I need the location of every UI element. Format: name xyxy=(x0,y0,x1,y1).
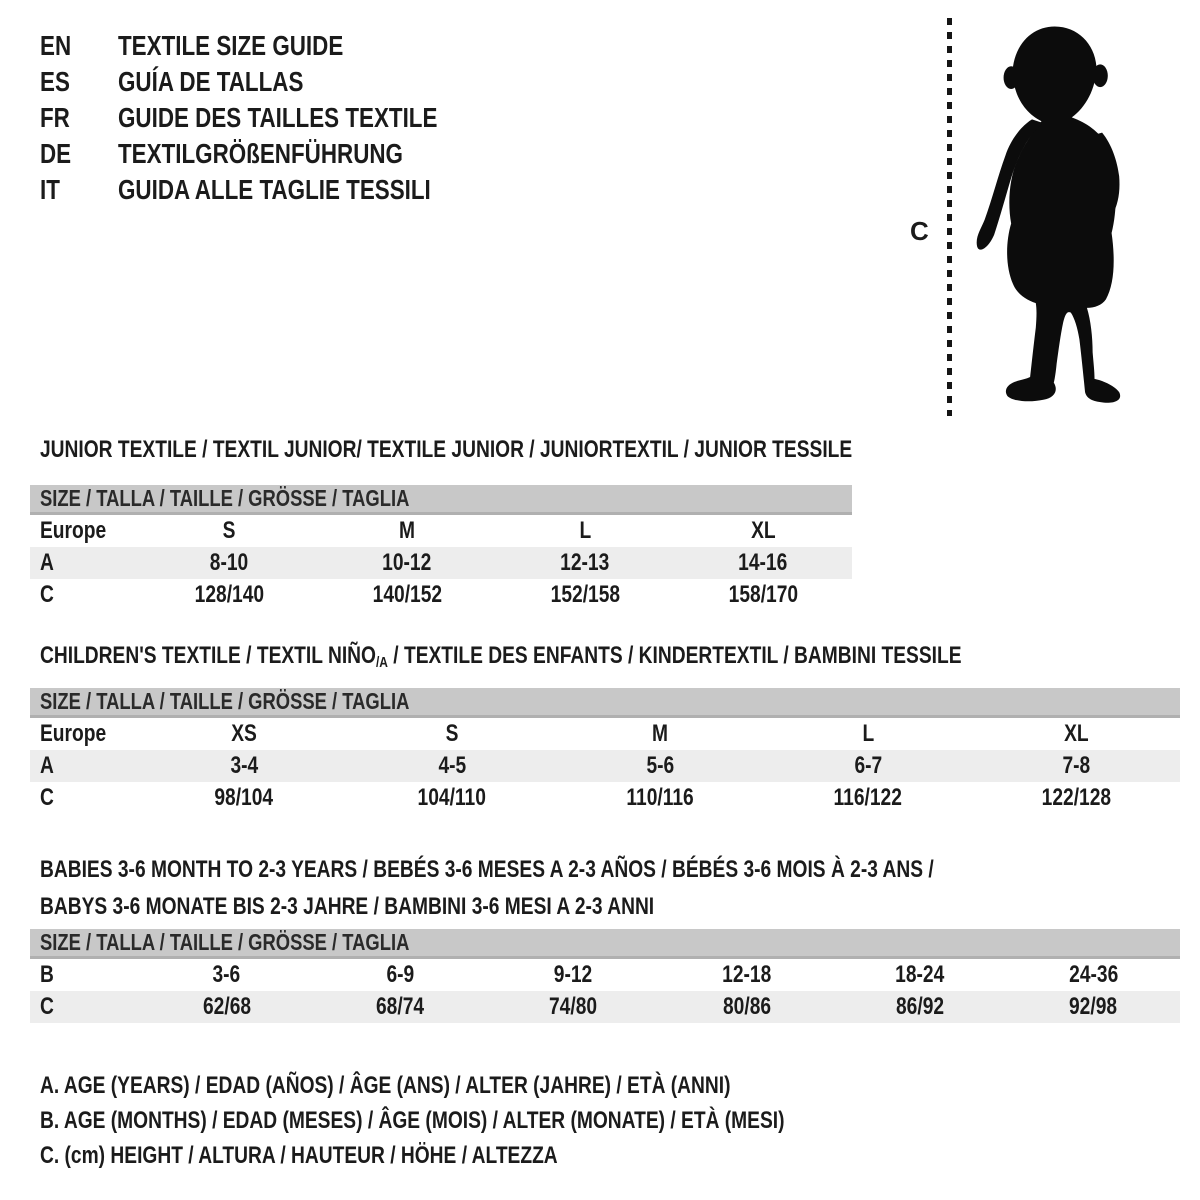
babies-section-title-line1: BABIES 3-6 MONTH TO 2-3 YEARS / BEBÉS 3-6 MESES A 2-3 AÑOS / BÉBÉS 3-6 MOIS À 2-3 ANS / xyxy=(40,856,934,883)
babies-height-cell-text: 68/74 xyxy=(375,993,425,1020)
junior-col-m-text: M xyxy=(399,517,415,544)
children-row-age xyxy=(30,750,1180,782)
lang-title-en-text: TEXTILE SIZE GUIDE xyxy=(118,30,344,61)
lang-code-it-text: IT xyxy=(40,174,60,205)
babies-months-cell xyxy=(487,961,660,989)
children-col-s-text: S xyxy=(445,720,459,747)
babies-height-cell xyxy=(660,993,833,1021)
babies-months-cell xyxy=(313,961,486,989)
junior-region-label xyxy=(30,517,140,545)
lang-code-de xyxy=(40,138,118,170)
babies-size-header-text: SIZE / TALLA / TAILLE / GRÖSSE / TAGLIA xyxy=(40,929,410,955)
babies-months-cell xyxy=(1007,961,1180,989)
children-height-cell-text: 104/110 xyxy=(417,784,487,811)
toddler-silhouette-icon xyxy=(960,12,1140,418)
babies-row-height-label-text: C xyxy=(40,993,54,1020)
babies-height-cell xyxy=(313,993,486,1021)
children-height-cell-text: 98/104 xyxy=(214,784,274,811)
lang-code-de-text: DE xyxy=(40,138,72,169)
junior-col-m xyxy=(318,517,496,545)
junior-height-cell xyxy=(496,581,674,609)
children-col-s xyxy=(348,720,556,748)
babies-months-cell-text: 18-24 xyxy=(895,961,945,988)
lang-row-de xyxy=(40,136,517,172)
lang-title-en xyxy=(118,30,400,62)
babies-months-cell xyxy=(660,961,833,989)
lang-title-it-text: GUIDA ALLE TAGLIE TESSILI xyxy=(118,174,431,205)
children-height-cell xyxy=(140,784,348,812)
children-region-label xyxy=(30,720,140,748)
legend-age-months xyxy=(40,1103,971,1138)
children-age-cell xyxy=(764,752,972,780)
junior-size-table xyxy=(30,485,852,611)
junior-size-header-text: SIZE / TALLA / TAILLE / GRÖSSE / TAGLIA xyxy=(40,485,410,511)
children-height-cell-text: 110/116 xyxy=(626,784,694,811)
junior-row-height-label-text: C xyxy=(40,581,54,608)
legend-age-years-text: A. AGE (YEARS) / EDAD (AÑOS) / ÂGE (ANS) / ALTER (JAHRE) / ETÀ (ANNI) xyxy=(40,1071,731,1099)
children-row-age-label xyxy=(30,752,140,780)
lang-code-it xyxy=(40,174,118,206)
children-age-cell-text: 7-8 xyxy=(1062,752,1090,779)
junior-age-cell xyxy=(674,549,852,577)
junior-age-cell-text: 10-12 xyxy=(382,549,432,576)
children-col-xl-text: XL xyxy=(1063,720,1089,747)
babies-months-cell-text: 6-9 xyxy=(386,961,414,988)
lang-row-en xyxy=(40,28,517,64)
children-age-cell-text: 5-6 xyxy=(646,752,674,779)
children-title-pre: CHILDREN'S TEXTILE / TEXTIL NIÑO xyxy=(40,642,376,669)
children-section-title-text xyxy=(40,642,962,671)
lang-code-fr-text: FR xyxy=(40,102,70,133)
lang-title-fr-text: GUIDE DES TAILLES TEXTILE xyxy=(118,102,438,133)
babies-row-height-label xyxy=(30,993,140,1021)
babies-months-cell-text: 12-18 xyxy=(722,961,772,988)
junior-size-header-row xyxy=(30,485,852,515)
children-age-cell xyxy=(140,752,348,780)
junior-col-l xyxy=(496,517,674,545)
lang-row-it xyxy=(40,172,517,208)
junior-height-cell-text: 152/158 xyxy=(550,581,620,608)
children-age-cell-text: 3-4 xyxy=(230,752,258,779)
junior-height-cell xyxy=(140,581,318,609)
junior-row-age xyxy=(30,547,852,579)
babies-months-cell xyxy=(833,961,1006,989)
babies-size-header-row xyxy=(30,929,1180,959)
language-title-list xyxy=(40,28,517,208)
children-size-header-row xyxy=(30,688,1180,718)
children-section-title xyxy=(40,642,1192,671)
lang-row-fr xyxy=(40,100,517,136)
children-col-xs xyxy=(140,720,348,748)
junior-height-cell xyxy=(318,581,496,609)
junior-col-s xyxy=(140,517,318,545)
babies-height-cell xyxy=(833,993,1006,1021)
junior-age-cell-text: 8-10 xyxy=(209,549,249,576)
junior-region-label-text: Europe xyxy=(40,517,107,544)
babies-months-cell-text: 24-36 xyxy=(1068,961,1118,988)
children-height-cell-text: 122/128 xyxy=(1041,784,1111,811)
children-age-cell xyxy=(348,752,556,780)
babies-row-height xyxy=(30,991,1180,1023)
junior-age-cell xyxy=(496,549,674,577)
children-row-height-label xyxy=(30,784,140,812)
babies-months-cell-text: 9-12 xyxy=(554,961,593,988)
children-title-sub: /A xyxy=(375,654,388,671)
junior-age-cell xyxy=(140,549,318,577)
junior-row-height-label xyxy=(30,581,140,609)
babies-height-cell-text: 74/80 xyxy=(549,993,598,1020)
children-height-cell xyxy=(556,784,764,812)
figure-height-label: C xyxy=(910,216,929,246)
junior-age-cell-text: 14-16 xyxy=(738,549,788,576)
junior-height-cell-text: 140/152 xyxy=(372,581,442,608)
height-measure-dotted-line xyxy=(947,18,952,416)
children-row-age-label-text: A xyxy=(40,752,54,779)
junior-row-age-label-text: A xyxy=(40,549,54,576)
lang-row-es xyxy=(40,64,517,100)
lang-code-es-text: ES xyxy=(40,66,70,97)
junior-col-xl-text: XL xyxy=(750,517,776,544)
lang-title-de xyxy=(118,138,474,170)
junior-row-age-label xyxy=(30,549,140,577)
junior-col-xl xyxy=(674,517,852,545)
legend-height-cm xyxy=(40,1138,971,1173)
junior-height-cell-text: 158/170 xyxy=(728,581,798,608)
children-title-post: / TEXTILE DES ENFANTS / KINDERTEXTIL / BAMBINI TESSILE xyxy=(387,642,962,669)
junior-section-title xyxy=(40,436,1055,464)
lang-title-fr xyxy=(118,102,517,134)
junior-col-l-text: L xyxy=(579,517,591,544)
legend-height-cm-text: C. (cm) HEIGHT / ALTURA / HAUTEUR / HÖHE / ALTEZZA xyxy=(40,1141,558,1169)
children-height-cell-text: 116/122 xyxy=(833,784,903,811)
babies-size-table xyxy=(30,929,1180,1023)
children-col-xs-text: XS xyxy=(231,720,257,747)
children-region-label-text: Europe xyxy=(40,720,107,747)
babies-height-cell-text: 92/98 xyxy=(1069,993,1118,1020)
babies-section-title xyxy=(40,851,1157,925)
junior-height-cell xyxy=(674,581,852,609)
children-col-m xyxy=(556,720,764,748)
children-height-cell xyxy=(764,784,972,812)
legend-age-months-text: B. AGE (MONTHS) / EDAD (MESES) / ÂGE (MOIS) / ALTER (MONATE) / ETÀ (MESI) xyxy=(40,1106,785,1134)
children-col-m-text: M xyxy=(652,720,668,747)
children-height-cell xyxy=(972,784,1180,812)
junior-columns-row xyxy=(30,515,852,547)
children-age-cell-text: 4-5 xyxy=(438,752,466,779)
children-age-cell xyxy=(556,752,764,780)
babies-months-cell-text: 3-6 xyxy=(212,961,241,988)
children-size-table xyxy=(30,688,1180,814)
lang-code-en-text: EN xyxy=(40,30,72,61)
junior-age-cell-text: 12-13 xyxy=(560,549,610,576)
lang-title-de-text: TEXTILGRÖßENFÜHRUNG xyxy=(118,138,403,169)
babies-height-cell xyxy=(140,993,313,1021)
lang-title-it xyxy=(118,174,509,206)
measurement-legend xyxy=(40,1068,971,1173)
babies-row-months xyxy=(30,959,1180,991)
babies-row-months-label xyxy=(30,961,140,989)
junior-height-cell-text: 128/140 xyxy=(194,581,264,608)
children-row-height xyxy=(30,782,1180,814)
children-col-xl xyxy=(972,720,1180,748)
children-height-cell xyxy=(348,784,556,812)
babies-months-cell xyxy=(140,961,313,989)
lang-title-es xyxy=(118,66,350,98)
children-col-l xyxy=(764,720,972,748)
lang-code-es xyxy=(40,66,118,98)
lang-code-en xyxy=(40,30,118,62)
junior-row-height xyxy=(30,579,852,611)
children-row-height-label-text: C xyxy=(40,784,54,811)
babies-height-cell xyxy=(1007,993,1180,1021)
junior-age-cell xyxy=(318,549,496,577)
lang-code-fr xyxy=(40,102,118,134)
babies-height-cell-text: 86/92 xyxy=(895,993,944,1020)
babies-section-title-line2: BABYS 3-6 MONATE BIS 2-3 JAHRE / BAMBINI 3-6 MESI A 2-3 ANNI xyxy=(40,893,655,920)
children-age-cell xyxy=(972,752,1180,780)
children-age-cell-text: 6-7 xyxy=(854,752,882,779)
children-columns-row xyxy=(30,718,1180,750)
junior-section-title-text: JUNIOR TEXTILE / TEXTIL JUNIOR/ TEXTILE JUNIOR / JUNIORTEXTIL / JUNIOR TESSILE xyxy=(40,436,853,463)
junior-col-s-text: S xyxy=(222,517,236,544)
lang-title-es-text: GUÍA DE TALLAS xyxy=(118,66,304,97)
legend-age-years xyxy=(40,1068,971,1103)
babies-height-cell-text: 80/86 xyxy=(722,993,771,1020)
children-size-header-text: SIZE / TALLA / TAILLE / GRÖSSE / TAGLIA xyxy=(40,688,410,714)
babies-height-cell-text: 62/68 xyxy=(202,993,251,1020)
children-col-l-text: L xyxy=(862,720,874,747)
babies-row-months-label-text: B xyxy=(40,961,54,988)
babies-height-cell xyxy=(487,993,660,1021)
